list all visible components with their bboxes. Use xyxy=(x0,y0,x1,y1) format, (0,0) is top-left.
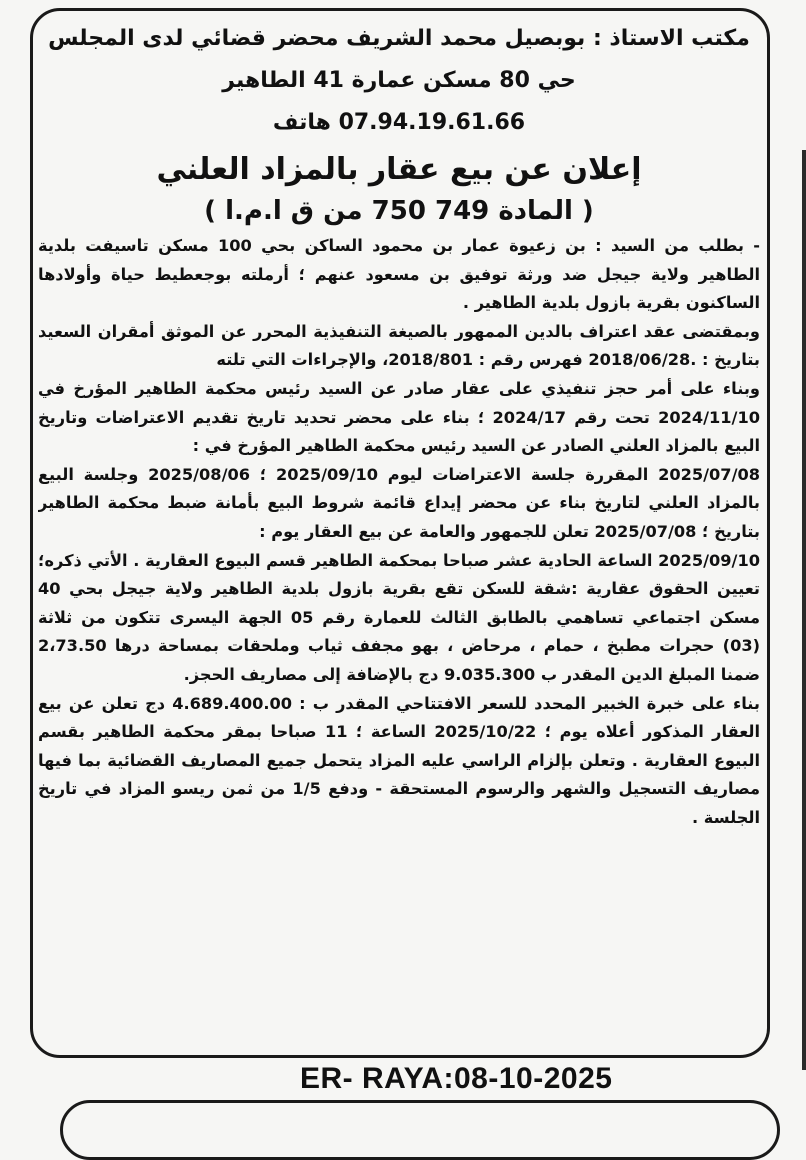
notice-body xyxy=(38,232,760,832)
paragraph-seizure-order: وبناء على أمر حجز تنفيذي على عقار صادر عن السيد رئيس محكمة الطاهير المؤرخ في 2024/11/10 تحت رقم 2024/17 ؛ بناء على محضر تحديد تاريخ تقديم الاعتراضات وتاريخ البيع بالمزاد العلني الصادر عن السيد رئيس محكمة الطاهير المؤرخ في : xyxy=(38,378,760,456)
next-notice-border xyxy=(60,1100,780,1160)
legal-notice xyxy=(38,18,760,1048)
paragraph-request: - بطلب من السيد : بن زعيوة عمار بن محمود الساكن بحي 100 مسكن تاسيفت بلدية الطاهير ولاية جيجل ضد ورثة توفيق بن مسعود عنهم ؛ أرملته بوجعطيط حياة وأولادها الساكنون بقرية بازول بلدية الطاهير . xyxy=(38,236,760,313)
paragraph-property-description: 2025/09/10 الساعة الحادية عشر صباحا بمحكمة الطاهير قسم البيوع العقارية . الأتي ذكره؛ تعيين الحقوق عقارية :شقة للسكن تقع بقرية بازول بلدية الطاهير ولاية جيجل بحي 40 مسكن اجتماعي تساهمي بالطابق الثالث للعمارة رقم 05 الجهة اليسرى تتكون من ثلاثة (03) حجرات مطبخ ، حمام ، مرحاض ، بهو مجفف ثياب وملحقات بمساحة درها 2،73.50 ضمنا المبلغ الدين المقدر ب 9.035.300 دج بالإضافة إلى مصاريف الحجز. xyxy=(38,550,760,684)
phone-line: 07.94.19.61.66 هاتف xyxy=(272,110,526,135)
newspaper-source: ER- RAYA:08-10-2025 xyxy=(300,1062,613,1095)
paragraph-sale-session: 2025/07/08 المقررة جلسة الاعتراضات ليوم 2025/09/10 ؛ 2025/08/06 وجلسة البيع بالمزاد العلني لتاريخ بناء عن محضر إيداع قائمة شروط البيع بأمانة ضبط محكمة الطاهير بتاريخ ؛ 2025/07/08 تعلن للجمهور والعامة عن بيع العقار يوم : xyxy=(38,464,760,541)
column-divider xyxy=(802,150,806,1070)
address-line: حي 80 مسكن عمارة 41 الطاهير xyxy=(222,68,576,93)
paragraph-debt-contract: وبمقتضى عقد اعتراف بالدين الممهور بالصيغة التنفيذية المحرر عن الموثق أمقران السعيد بتاريخ : .2018/06/28 فهرس رقم : 2018/801، والإجراءات التي تلته xyxy=(38,321,760,370)
notice-title: إعلان عن بيع عقار بالمزاد العلني xyxy=(156,152,642,187)
paragraph-opening-price: بناء على خبرة الخبير المحدد للسعر الافتتاحي المقدر ب : 4.689.400.00 دج تعلن عن بيع العقار المذكور أعلاه يوم ؛ 2025/10/22 الساعة ؛ 11 صباحا بمقر محكمة الطاهير بقسم البيوع العقارية . وتعلن بإلزام الراسي عليه المزاد يتحمل جميع المصاريف القضائية بما فيها مصاريف التسجيل والشهر والرسوم المستحقة - ودفع 1/5 من ثمن ريسو المزاد في تاريخ الجلسة . xyxy=(38,693,760,827)
office-line: مكتب الاستاذ : بوبصيل محمد الشريف محضر قضائي لدى المجلس xyxy=(48,26,750,51)
notice-subtitle: ( المادة 749 750 من ق ا.م.ا ) xyxy=(204,196,594,226)
